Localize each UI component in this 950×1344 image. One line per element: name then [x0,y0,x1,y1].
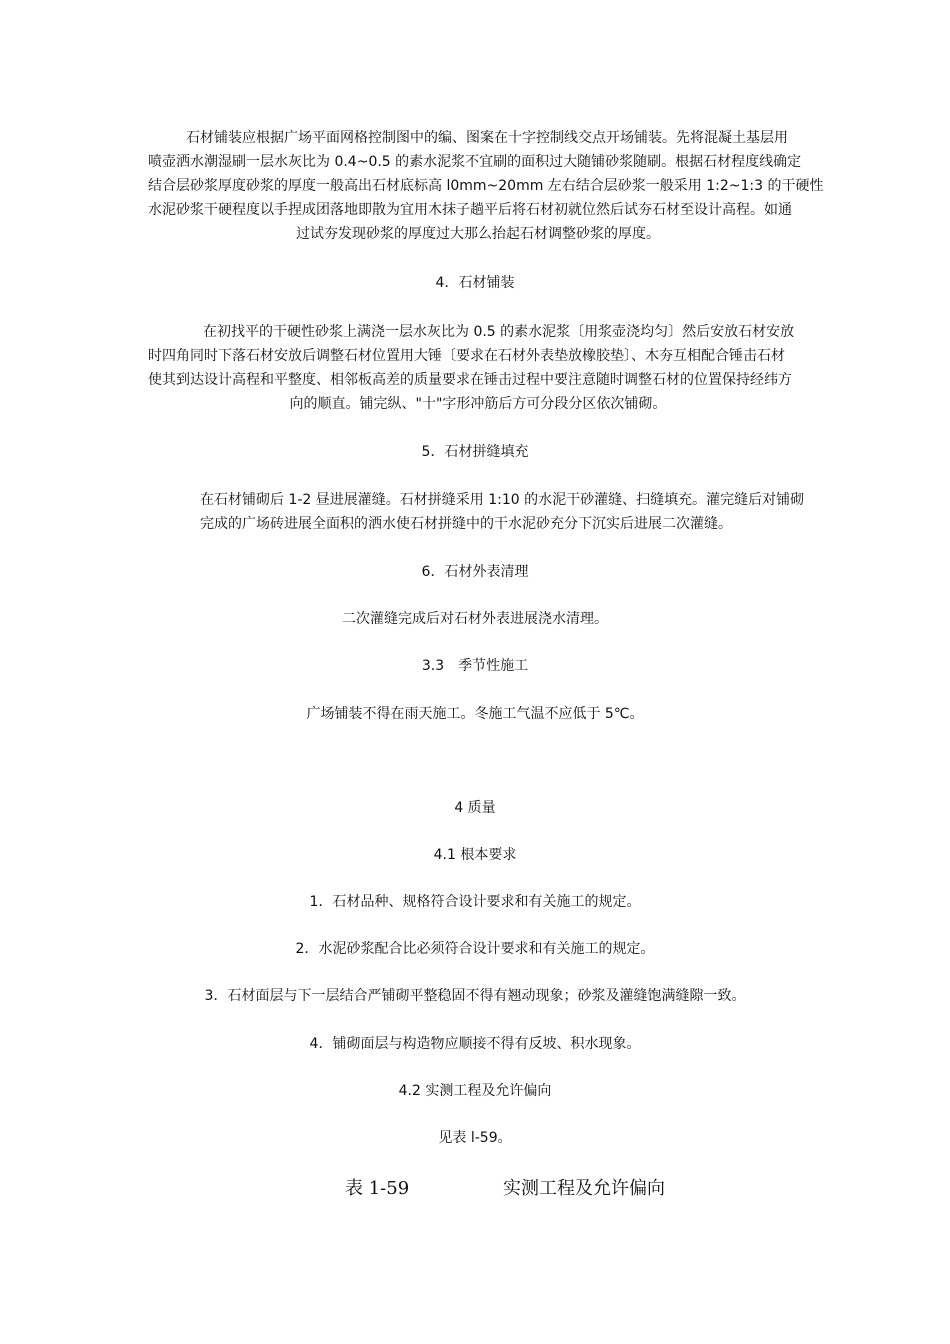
section-heading-joint-filling: 5．石材拼缝填充 [421,444,529,460]
joint-filling-line: 在石材铺砌后 1-2 昼进展灌缝。石材拼缝采用 1:10 的水泥干砂灌缝、扫缝填充。灌完缝后对铺砌 [200,492,805,508]
intro-line: 水泥砂浆干硬程度以手捏成团落地即散为宜用木抹子趟平后将石材初就位然后试夯石材至设计高程。如通 [148,202,792,218]
stone-paving-line: 使其到达设计高程和平整度、相邻板高差的质量要求在锤击过程中要注意随时调整石材的位置保持经纬方 [148,372,792,388]
table-number: 表 1-59 [345,1178,410,1199]
table-caption [0,1174,950,1200]
surface-cleaning-text: 二次灌缝完成后对石材外表进展浇水清理。 [342,611,608,627]
stone-paving-paragraph [148,320,808,416]
intro-line: 过试夯发现砂浆的厚度过大那么抬起石材调整砂浆的厚度。 [296,226,660,242]
requirement-item: 4．铺砌面层与构造物应顺接不得有反坡、积水现象。 [309,1036,641,1052]
section-heading-basic-requirements: 4.1 根本要求 [433,847,517,863]
section-heading-seasonal: 3.3 季节性施工 [421,658,529,674]
requirement-item: 2．水泥砂浆配合比必须符合设计要求和有关施工的规定。 [295,941,655,957]
section-heading-stone-paving: 4．石材铺装 [435,275,515,291]
joint-filling-line: 完成的广场砖进展全面积的洒水使石材拼缝中的干水泥砂充分下沉实后进展二次灌缝。 [200,516,732,532]
intro-line: 结合层砂浆厚度砂浆的厚度一般高出石材底标高 l0mm~20mm 左右结合层砂浆一般采用 1:2~1:3 的干硬性 [148,178,824,194]
joint-filling-paragraph [200,488,805,536]
stone-paving-line: 在初找平的干硬性砂浆上满浇一层水灰比为 0.5 的素水泥浆〔用浆壶浇均匀〕然后安放石材安放 [203,324,795,340]
chapter-heading-quality: 4 质量 [454,800,496,816]
intro-paragraph [148,126,824,246]
requirement-item: 1．石材品种、规格符合设计要求和有关施工的规定。 [309,894,641,910]
stone-paving-line: 时四角同时下落石材安放后调整石材位置用大锤〔要求在石材外表垫放橡胶垫〕、木夯互相配合锤击石材 [148,348,785,364]
table-title: 实测工程及允许偏向 [503,1178,665,1199]
section-heading-measured-items: 4.2 实测工程及允许偏向 [398,1083,552,1099]
section-heading-surface-cleaning: 6．石材外表清理 [421,564,529,580]
intro-line: 喷壶洒水潮湿刷一层水灰比为 0.4~0.5 的素水泥浆不宜刷的面积过大随铺砂浆随刷。根据石材程度线确定 [148,154,802,170]
seasonal-text: 广场铺装不得在雨天施工。冬施工气温不应低于 5℃。 [306,706,644,722]
intro-line: 石材铺装应根据广场平面网格控制图中的编、图案在十字控制线交点开场铺装。先将混凝土基层用 [186,130,788,146]
requirement-item: 3．石材面层与下一层结合严铺砌平整稳固不得有翘动现象；砂浆及灌缝饱满缝隙一致。 [204,988,746,1004]
see-table-reference: 见表 l-59。 [438,1130,512,1146]
stone-paving-line: 向的顺直。铺完纵、"十"字形冲筋后方可分段分区依次铺砌。 [289,396,667,412]
